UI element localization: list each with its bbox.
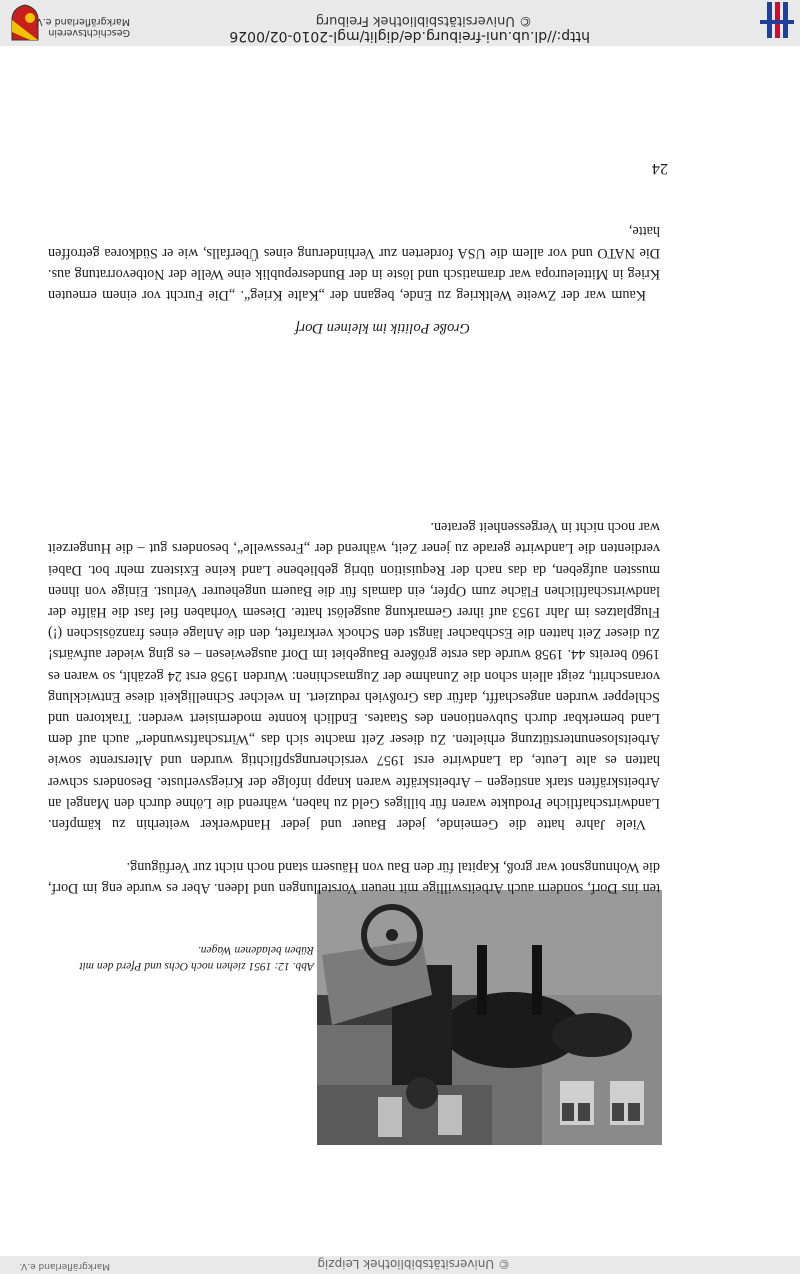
university-logo-icon bbox=[760, 0, 794, 40]
paragraph-main: Viele Jahre hatte die Gemeinde, jeder Bauer und jeder Handwerker weiterhin zu kämpfen. Landwirtschaftliche Produkte waren für billiges Geld zu haben, während die Löhne durch den Mangel an Arbeitskräften stark anstiegen – Arbeitskräfte waren knapp infolge der Kriegsverluste. Besonders schwer hatten es alte Leute, da Landwirte erst 1957 versicherungspflichtig wurden und Altersrente sowie Arbeitslosenunterstützung erhielten. Zu dieser Zeit machte sich das „Wirtschaftswunder“ auch auf dem Land bemerkbar durch Subventionen des Staates. Endlich konnte modernisiert werden: Traktoren und Schlepper wurden angeschafft, dafür das Großvieh reduziert. In welcher Schnelligkeit diese Entwicklung voranschritt, zeigt allein schon die Zunahme der Zugmaschinen: Wurden 1958 erst 24 gezählt, so waren es 1960 bereits 44. 1958 wurde das erste größere Baugebiet im Dorf ausgewiesen – es ging wieder aufwärts! Zu dieser Zeit hatten die Eschbacher längst den Schock verkraftet, den die Anlage eines französischen (!) Flugplatzes im Jahr 1953 auf ihrer Gemarkung ausgelöst hatte. Diesem Vorhaben fiel fast die Hälfte der landwirtschaftlichen Fläche zum Opfer, ein damals für die Bauern ungeheurer Verlust. Einige von ihnen mussten aufgeben, da das nach der Requisition übrig gebliebene Land keine Existenz mehr bot. Dabei verdienten die Landwirte gerade zu jener Zeit, während der „Fresswelle“, besonders gut – die Hungerzeit war noch nicht in Vergessenheit geraten. bbox=[48, 519, 660, 832]
figure-caption: Abb. 12: 1951 ziehen noch Ochs und Pferd den mit Rüben beladenen Wagen. bbox=[79, 944, 314, 972]
photo-illustration bbox=[317, 890, 662, 1145]
cropped-footer-text: © Universitätsbibliothek Leipzig bbox=[317, 1257, 510, 1271]
copyright-notice: © Universitätsbibliothek Freiburg bbox=[315, 13, 532, 28]
paragraph-politics: Kaum war der Zweite Weltkrieg zu Ende, begann der „Kalte Krieg“. „Die Furcht vor einem erneuten Krieg in Mitteleuropa war dramatisch und löste in der Bundesrepublik eine Welle der Notbevorratung aus. Die NATO und vor allem die USA forderten zur Verhinderung eines Überfalls, wie er Südkorea getroffen hatte, bbox=[48, 223, 660, 303]
uni-freiburg-logo bbox=[768, 6, 794, 40]
geschichtsverein-label bbox=[34, 16, 130, 38]
paragraph-continuation: ten ins Dorf, sondern auch Arbeitswillige mit neuen Vorstellungen und Ideen. Aber es wurde eng im Dorf, die Wohnungsnot war groß, Kapital für den Bau von Häusern stand noch nicht zur Verfügung. bbox=[48, 858, 660, 896]
book-page bbox=[0, 46, 800, 1274]
cropped-header-bar bbox=[0, 1256, 800, 1274]
historical-photo bbox=[317, 890, 662, 1145]
permalink-url[interactable]: http://dl.ub.uni-freiburg.de/diglit/mgl-2010-02/0026 bbox=[229, 28, 590, 44]
cropped-logo-text: Markgräflerland e.V. bbox=[19, 1261, 110, 1271]
logo-text-line2: Markgräflerland e.V. bbox=[34, 16, 130, 27]
library-footer-bar bbox=[0, 0, 800, 46]
page-number: 24 bbox=[652, 160, 668, 177]
logo-text-line1: Geschichtsverein bbox=[48, 27, 130, 38]
section-heading: Große Politik im kleinen Dorf bbox=[295, 320, 470, 336]
